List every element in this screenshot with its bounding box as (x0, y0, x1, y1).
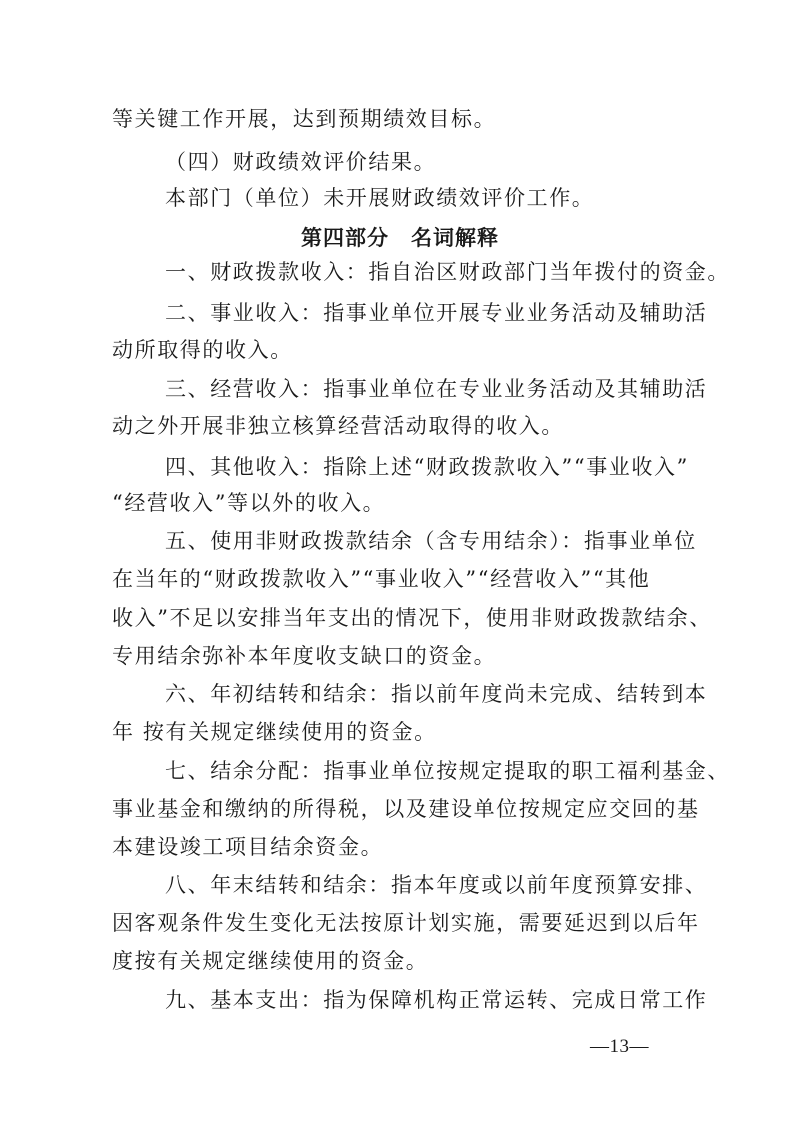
definition-line: 事业基金和缴纳的所得税，以及建设单位按规定应交回的基 (112, 797, 700, 821)
definition-line: 动所取得的收入。 (112, 338, 293, 362)
definition-line: 六、年初结转和结余：指以前年度尚未完成、结转到本 (165, 682, 708, 706)
paragraph-line: 本部门（单位）未开展财政绩效评价工作。 (165, 186, 595, 210)
definition-line: 八、年末结转和结余：指本年度或以前年度预算安排、 (165, 873, 708, 897)
definition-line: 一、财政拨款收入：指自治区财政部门当年拨付的资金。 (165, 260, 730, 284)
section-subheading: （四）财政绩效评价结果。 (165, 150, 437, 174)
definition-line: 专用结余弥补本年度收支缺口的资金。 (112, 644, 497, 668)
definition-line: 二、事业收入：指事业单位开展专业业务活动及辅助活 (165, 301, 708, 325)
definition-line: “经营收入”等以外的收入。 (112, 491, 386, 515)
definition-line: 本建设竣工项目结余资金。 (112, 835, 384, 859)
definition-line: 三、经营收入：指事业单位在专业业务活动及其辅助活 (165, 377, 708, 401)
definition-line: 年 按有关规定继续使用的资金。 (112, 720, 437, 744)
definition-line: 七、结余分配：指事业单位按规定提取的职工福利基金、 (165, 759, 730, 783)
definition-line: 度按有关规定继续使用的资金。 (112, 949, 429, 973)
section-heading: 第四部分 名词解释 (301, 226, 499, 250)
definition-line: 在当年的“财政拨款收入”“事业收入”“经营收入”“其他 (112, 567, 651, 591)
definition-line: 四、其他收入：指除上述“财政拨款收入”“事业收入” (165, 455, 689, 479)
definition-line: 动之外开展非独立核算经营活动取得的收入。 (112, 414, 564, 438)
page-number: —13— (590, 1036, 649, 1057)
definition-line: 收入”不足以安排当年支出的情况下，使用非财政拨款结余、 (112, 606, 712, 630)
definition-line: 因客观条件发生变化无法按原计划实施，需要延迟到以后年 (112, 911, 700, 935)
paragraph-line: 等关键工作开展，达到预期绩效目标。 (112, 107, 497, 131)
definition-line: 五、使用非财政拨款结余（含专用结余）：指事业单位 (165, 529, 697, 553)
definition-line: 九、基本支出：指为保障机构正常运转、完成日常工作 (165, 988, 708, 1012)
